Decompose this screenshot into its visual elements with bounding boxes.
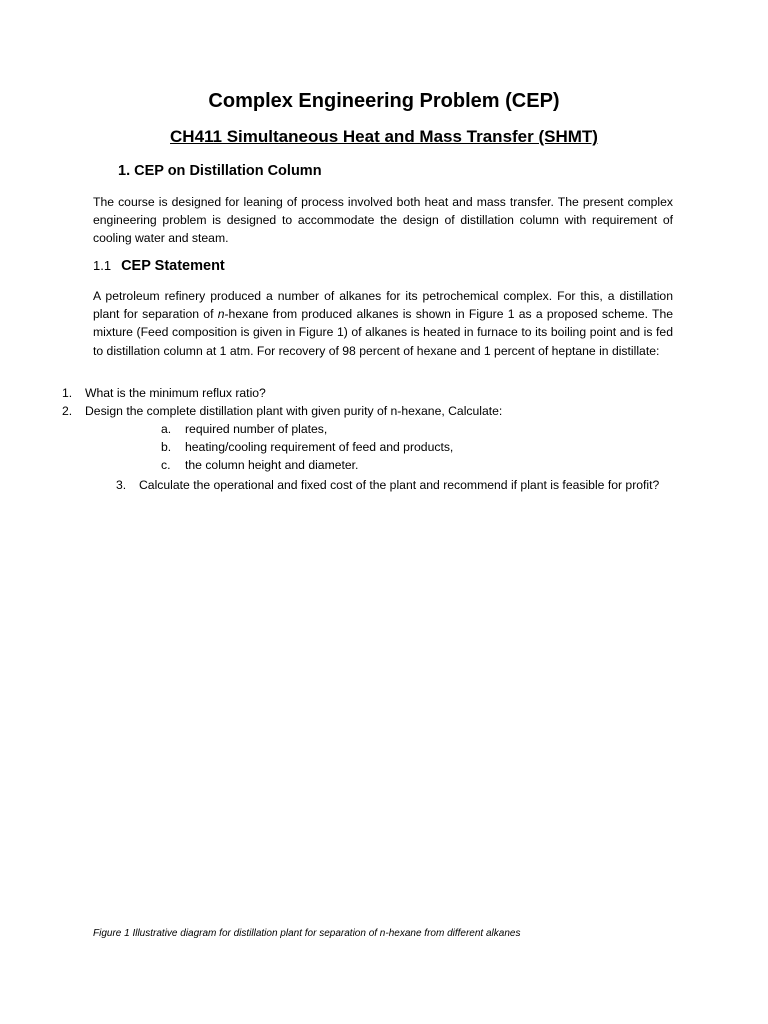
section-heading-cep-distillation: 1. CEP on Distillation Column — [118, 163, 322, 179]
problem-statement-part-1: A petroleum refinery produced a number of alkanes for its petrochemical complex. For this, a distillation plant for separation of — [93, 289, 673, 322]
list-marker: c. — [161, 458, 171, 472]
question-text: What is the minimum reflux ratio? — [85, 386, 266, 400]
sub-question-text: required number of plates, — [185, 422, 328, 436]
figure-caption: Figure 1 Illustrative diagram for distillation plant for separation of n-hexane from different alkanes — [93, 928, 521, 939]
problem-statement-italic-n: n — [217, 307, 225, 322]
question-item — [116, 476, 676, 516]
problem-statement-part-2: -hexane from produced alkanes is shown in Figure 1 as a proposed scheme. The mixture (Feed composition is given in Figure 1) of alkanes is heated in furnace to its boiling point and is fed to distillation column at 1 atm. For recovery of 98 percent of hexane and 1 percent of heptane in distillate: — [93, 307, 674, 358]
sub-question-text: heating/cooling requirement of feed and products, — [185, 440, 454, 454]
course-description-paragraph: The course is designed for leaning of process involved both heat and mass transfer. The present complex engineering problem is designed to accommodate the design of distillation column with requirement of cooling water and steam. — [93, 195, 673, 246]
list-marker: b. — [161, 440, 172, 454]
question-text: Calculate the operational and fixed cost of the plant and recommend if plant is feasible for profit? — [139, 478, 660, 492]
section-title: CEP Statement — [121, 258, 225, 274]
list-marker: 2. — [62, 404, 73, 418]
question-item — [62, 384, 682, 402]
section-number: 1.1 — [93, 258, 112, 273]
sub-question-item — [161, 456, 661, 474]
problem-statement-paragraph — [93, 287, 673, 360]
list-marker: 3. — [116, 478, 127, 492]
section-heading-cep-statement — [93, 258, 225, 274]
document-subtitle: CH411 Simultaneous Heat and Mass Transfer (SHMT) — [170, 127, 598, 146]
question-text: Design the complete distillation plant with given purity of n-hexane, Calculate: — [85, 404, 503, 418]
sub-question-item — [161, 438, 661, 456]
sub-question-text: the column height and diameter. — [185, 458, 359, 472]
sub-question-item — [161, 420, 661, 438]
list-marker: 1. — [62, 386, 73, 400]
question-item — [62, 402, 682, 420]
document-title: Complex Engineering Problem (CEP) — [208, 90, 560, 112]
list-marker: a. — [161, 422, 172, 436]
